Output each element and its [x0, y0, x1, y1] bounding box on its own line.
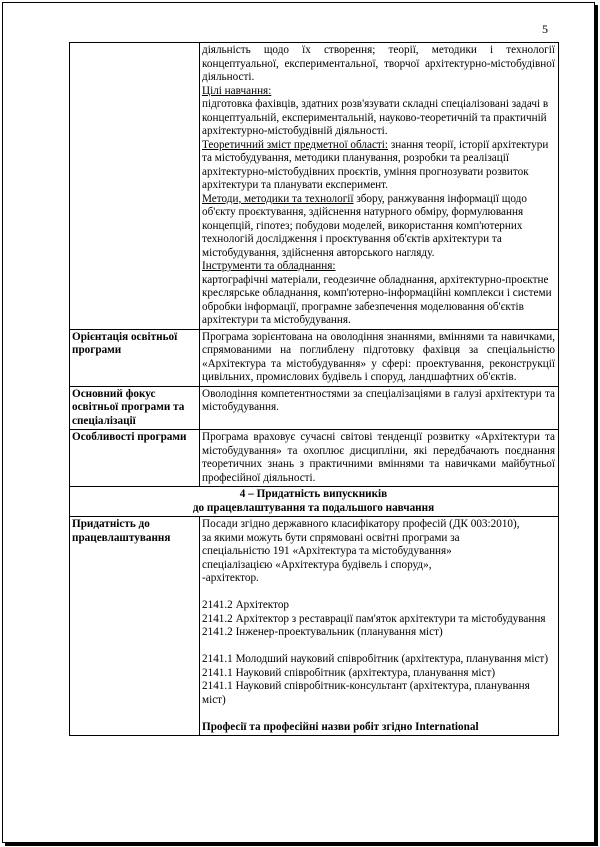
section-header: [70, 487, 559, 517]
intro-line: спеціалізацією «Архітектура будівель і споруд»,: [202, 558, 432, 571]
profession-item: 2141.2 Інженер-проектувальник (планування міст): [202, 626, 443, 638]
table-row: [70, 487, 559, 517]
professions-international-heading: Професії та професійні назви робіт згідно International: [202, 720, 479, 733]
profession-group-2: [202, 653, 555, 707]
section-title: 4 – Придатність випускників: [239, 488, 388, 500]
program-table: [69, 42, 559, 736]
profession-group-1: [202, 599, 555, 640]
table-row: [70, 329, 559, 386]
orientation-label: Орієнтація освітньої програми: [70, 329, 200, 386]
table-row: [70, 517, 559, 736]
row-content: [200, 43, 559, 330]
intro-line: Посади згідно державного класифікатору професій (ДК 003:2010),: [202, 518, 520, 530]
features-label: Особливості програми: [70, 430, 200, 487]
table-row: [70, 43, 559, 330]
focus-text: Оволодіння компетентностями за спеціалізаціями в галузі архітектури та містобудування.: [200, 386, 559, 430]
page-number: 5: [542, 22, 548, 36]
profession-item: 2141.2 Архітектор: [202, 599, 290, 611]
intro-text: діяльність щодо їх створення; теорії, методики і технології концептуальної, експериментальної, творчої архітектурно-містобудівної діяльності.: [202, 44, 555, 83]
focus-label: Основний фокус освітньої програми та спеціалізації: [70, 386, 200, 430]
intro-line: спеціальністю 191 «Архітектура та містобудування»: [202, 545, 452, 557]
tools-text: картографічні матеріали, геодезичне обладнання, архітектурно-проєктне креслярське обладнання, комп'ютерно-інформаційні комплекси і системи обробки інформації, програмне забезпечення моделювання об'єктів архітектури та містобудування.: [202, 273, 552, 326]
tools-heading: Інструменти та обладнання:: [202, 260, 336, 272]
table-row: [70, 386, 559, 430]
profession-item: 2141.1 Науковий співробітник (архітектура, планування міст): [202, 666, 496, 679]
employability-label: Придатність до працевлаштування: [70, 517, 200, 736]
goals-heading: Цілі навчання:: [202, 84, 272, 97]
methods-heading: Методи, методики та технології: [202, 192, 354, 205]
goals-text: підготовка фахівців, здатних розв'язувати складні спеціалізовані задачі в концептуальній, експериментальній, науково-теоретичній та практичній архітектурно-містобудівній діяльності.: [202, 98, 549, 137]
employability-intro: [202, 518, 555, 586]
profession-item: 2141.1 Молодший науковий співробітник (архітектура, планування міст): [202, 653, 549, 665]
orientation-text: Програма зорієнтована на оволодіння знаннями, вміннями та навичками, спрямованими на поглиблену підготовку фахівця за спеціальністю «Архітектура та містобудування» у сфері: проектування, реконструкції цивільних, промислових будівель і споруд, ландшафтних об'єктів.: [200, 329, 559, 386]
features-text: Програма враховує сучасні світові тенденції розвитку «Архітектури та містобудування» та охоплює дисципліни, які передбачають поєднання теоретичних знань з практичними вміннями та навичками майбутньої професійної діяльності.: [200, 430, 559, 487]
section-subtitle: до працевлаштування та подальшого навчання: [192, 501, 435, 514]
employability-content: [200, 517, 559, 736]
methods-text: збору, ранжування інформації щодо об'єкту проєктування, здійснення натурного обміру, формулювання концепцій, гіпотез; побудови моделей, використання комп'ютерних технологій дослідження і проєктування об'єктів архітектури та містобудування, здійснення авторського нагляду.: [202, 192, 527, 259]
table-row: [70, 430, 559, 487]
intro-line: за якими можуть бути спрямовані освітні програми за: [202, 531, 460, 544]
profession-item: 2141.1 Науковий співробітник-консультант (архітектура, планування міст): [202, 680, 530, 706]
intro-line: -архітектор.: [202, 572, 259, 584]
row-label-empty: [70, 43, 200, 330]
profession-item: 2141.2 Архітектор з реставрації пам'яток архітектури та містобудування: [202, 612, 546, 625]
theory-heading: Теоретичний зміст предметної області:: [202, 138, 389, 151]
theory-text: знання теорії, історії архітектури та містобудування, методики планування, розробки та реалізації архітектурно-містобудівних проєктів, уміння прогнозувати розвиток архітектури та планувати експеримент.: [202, 138, 549, 191]
